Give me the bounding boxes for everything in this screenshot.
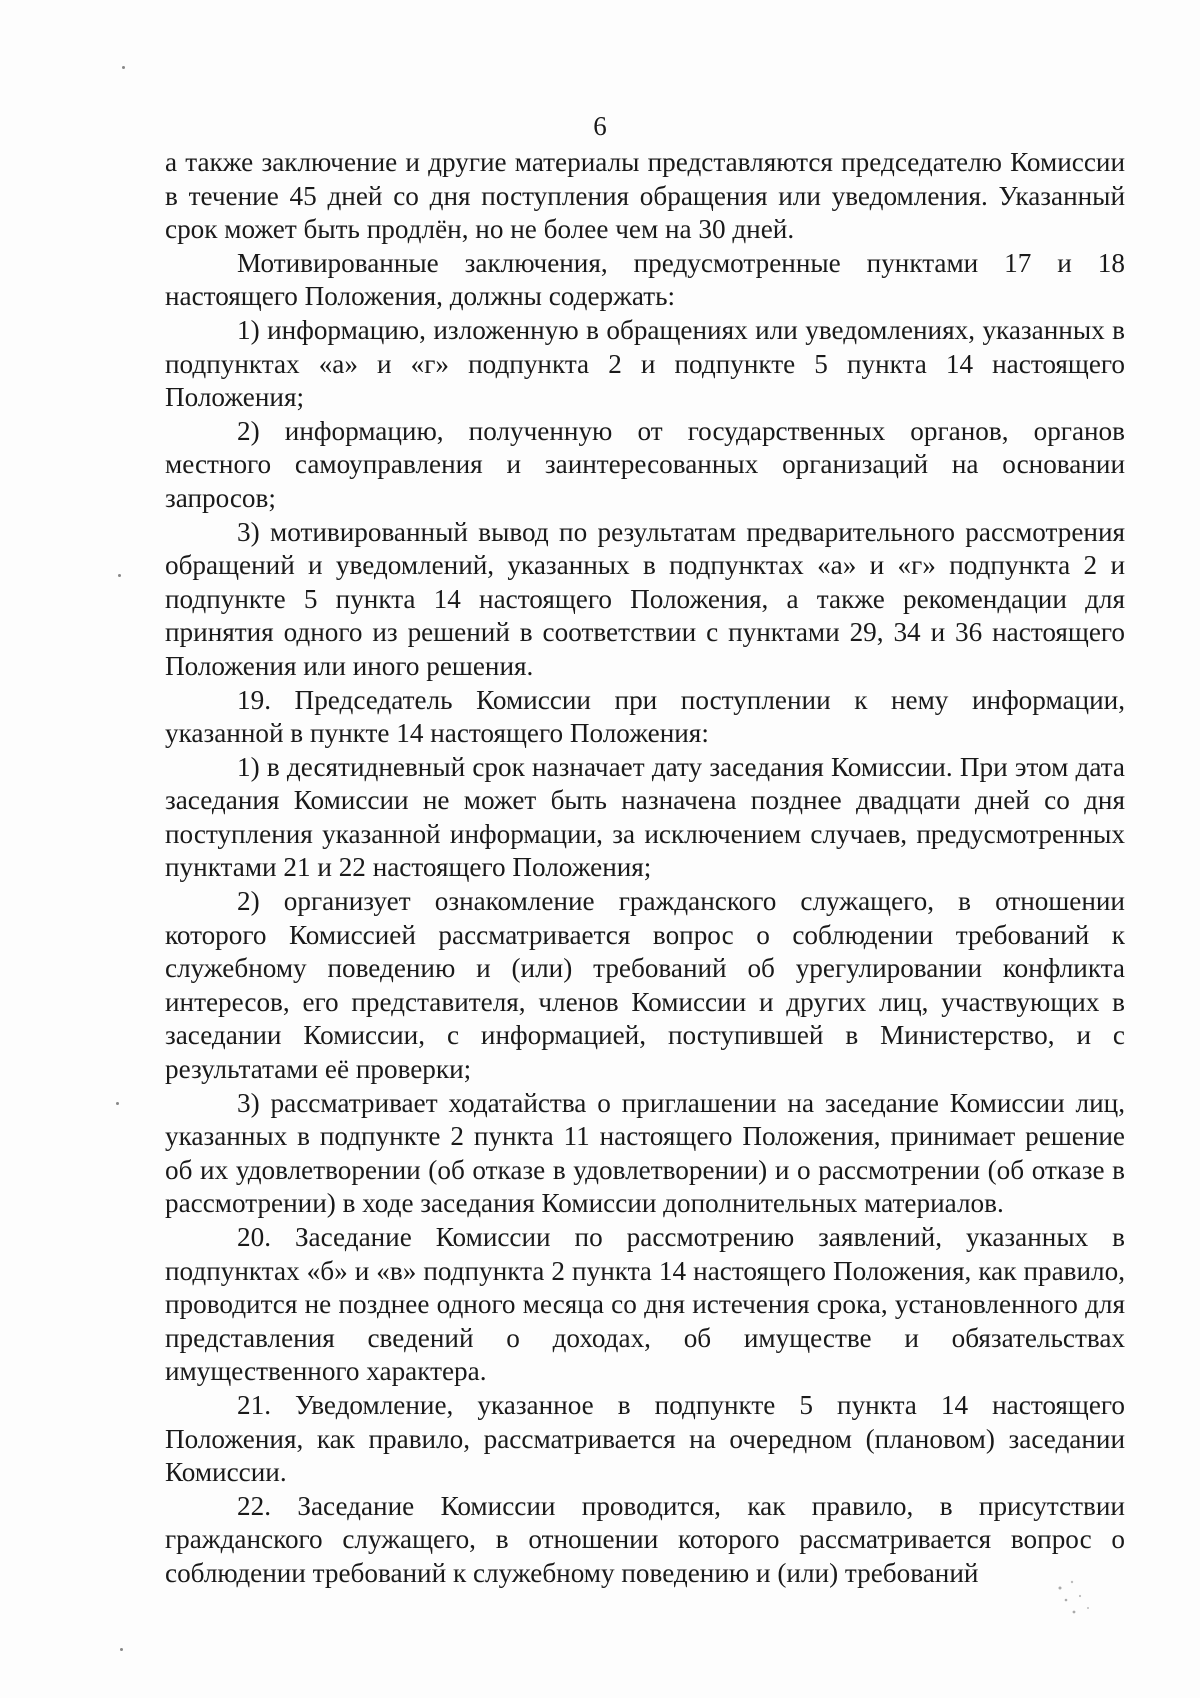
page-number: 6 [593, 111, 607, 141]
paragraph-21: 21. Уведомление, указанное в подпункте 5 пункта 14 настоящего Положения, как правило, рассматривается на очередном (плановом) заседании Комиссии. [165, 1389, 1125, 1488]
scan-speck [118, 574, 121, 577]
paragraph-19-item-1: 1) в десятидневный срок назначает дату заседания Комиссии. При этом дата заседания Комиссии не может быть назначена позднее двадцати дней со дня поступления указанной информации, за исключением случаев, предусмотренных пунктами 21 и 22 настоящего Положения; [165, 751, 1125, 883]
paragraph-continuation: а также заключение и другие материалы представляются председателю Комиссии в течение 45 дней со дня поступления обращения или уведомления. Указанный срок может быть продлён, но не более чем на 30 дней. [165, 147, 1125, 245]
paragraph-22: 22. Заседание Комиссии проводится, как правило, в присутствии гражданского служащего, в отношении которого рассматривается вопрос о соблюдении требований к служебному поведению и (или) требований [165, 1490, 1125, 1588]
scan-mark-icon [1040, 1568, 1110, 1638]
paragraph-19: 19. Председатель Комиссии при поступлении к нему информации, указанной в пункте 14 настоящего Положения: [165, 684, 1125, 749]
scan-speck [122, 66, 125, 69]
paragraph-item-3: 3) мотивированный вывод по результатам предварительного рассмотрения обращений и уведомлений, указанных в подпунктах «а» и «г» подпункта 2 и подпункте 5 пункта 14 настоящего Положения, а также рекомендации для принятия одного из решений в соответствии с пунктами 29, 34 и 36 настоящего Положения или иного решения. [165, 516, 1125, 681]
document-body [165, 146, 1125, 1591]
scan-speck [116, 1102, 119, 1105]
scan-speck [120, 1648, 123, 1651]
paragraph-motivated-conclusions: Мотивированные заключения, предусмотренные пунктами 17 и 18 настоящего Положения, должны содержать: [165, 247, 1125, 312]
paragraph-19-item-3: 3) рассматривает ходатайства о приглашении на заседание Комиссии лиц, указанных в подпункте 2 пункта 11 настоящего Положения, принимает решение об их удовлетворении (об отказе в удовлетворении) и о рассмотрении (об отказе в рассмотрении) в ходе заседания Комиссии дополнительных материалов. [165, 1087, 1125, 1219]
paragraph-item-2: 2) информацию, полученную от государственных органов, органов местного самоуправления и заинтересованных организаций на основании запросов; [165, 415, 1125, 513]
paragraph-20: 20. Заседание Комиссии по рассмотрению заявлений, указанных в подпунктах «б» и «в» подпункта 2 пункта 14 настоящего Положения, как правило, проводится не позднее одного месяца со дня истечения срока, установленного для представления сведений о доходах, об имуществе и обязательствах имущественного характера. [165, 1222, 1125, 1387]
paragraph-19-item-2: 2) организует ознакомление гражданского служащего, в отношении которого Комиссией рассматривается вопрос о соблюдении требований к служебному поведению и (или) требований об урегулировании конфликта интересов, его представителя, членов Комиссии и других лиц, участвующих в заседании Комиссии, с информацией, поступившей в Министерство, и с результатами её проверки; [165, 886, 1125, 1085]
paragraph-item-1: 1) информацию, изложенную в обращениях или уведомлениях, указанных в подпунктах «а» и «г» подпункта 2 и подпункте 5 пункта 14 настоящего Положения; [165, 314, 1125, 413]
